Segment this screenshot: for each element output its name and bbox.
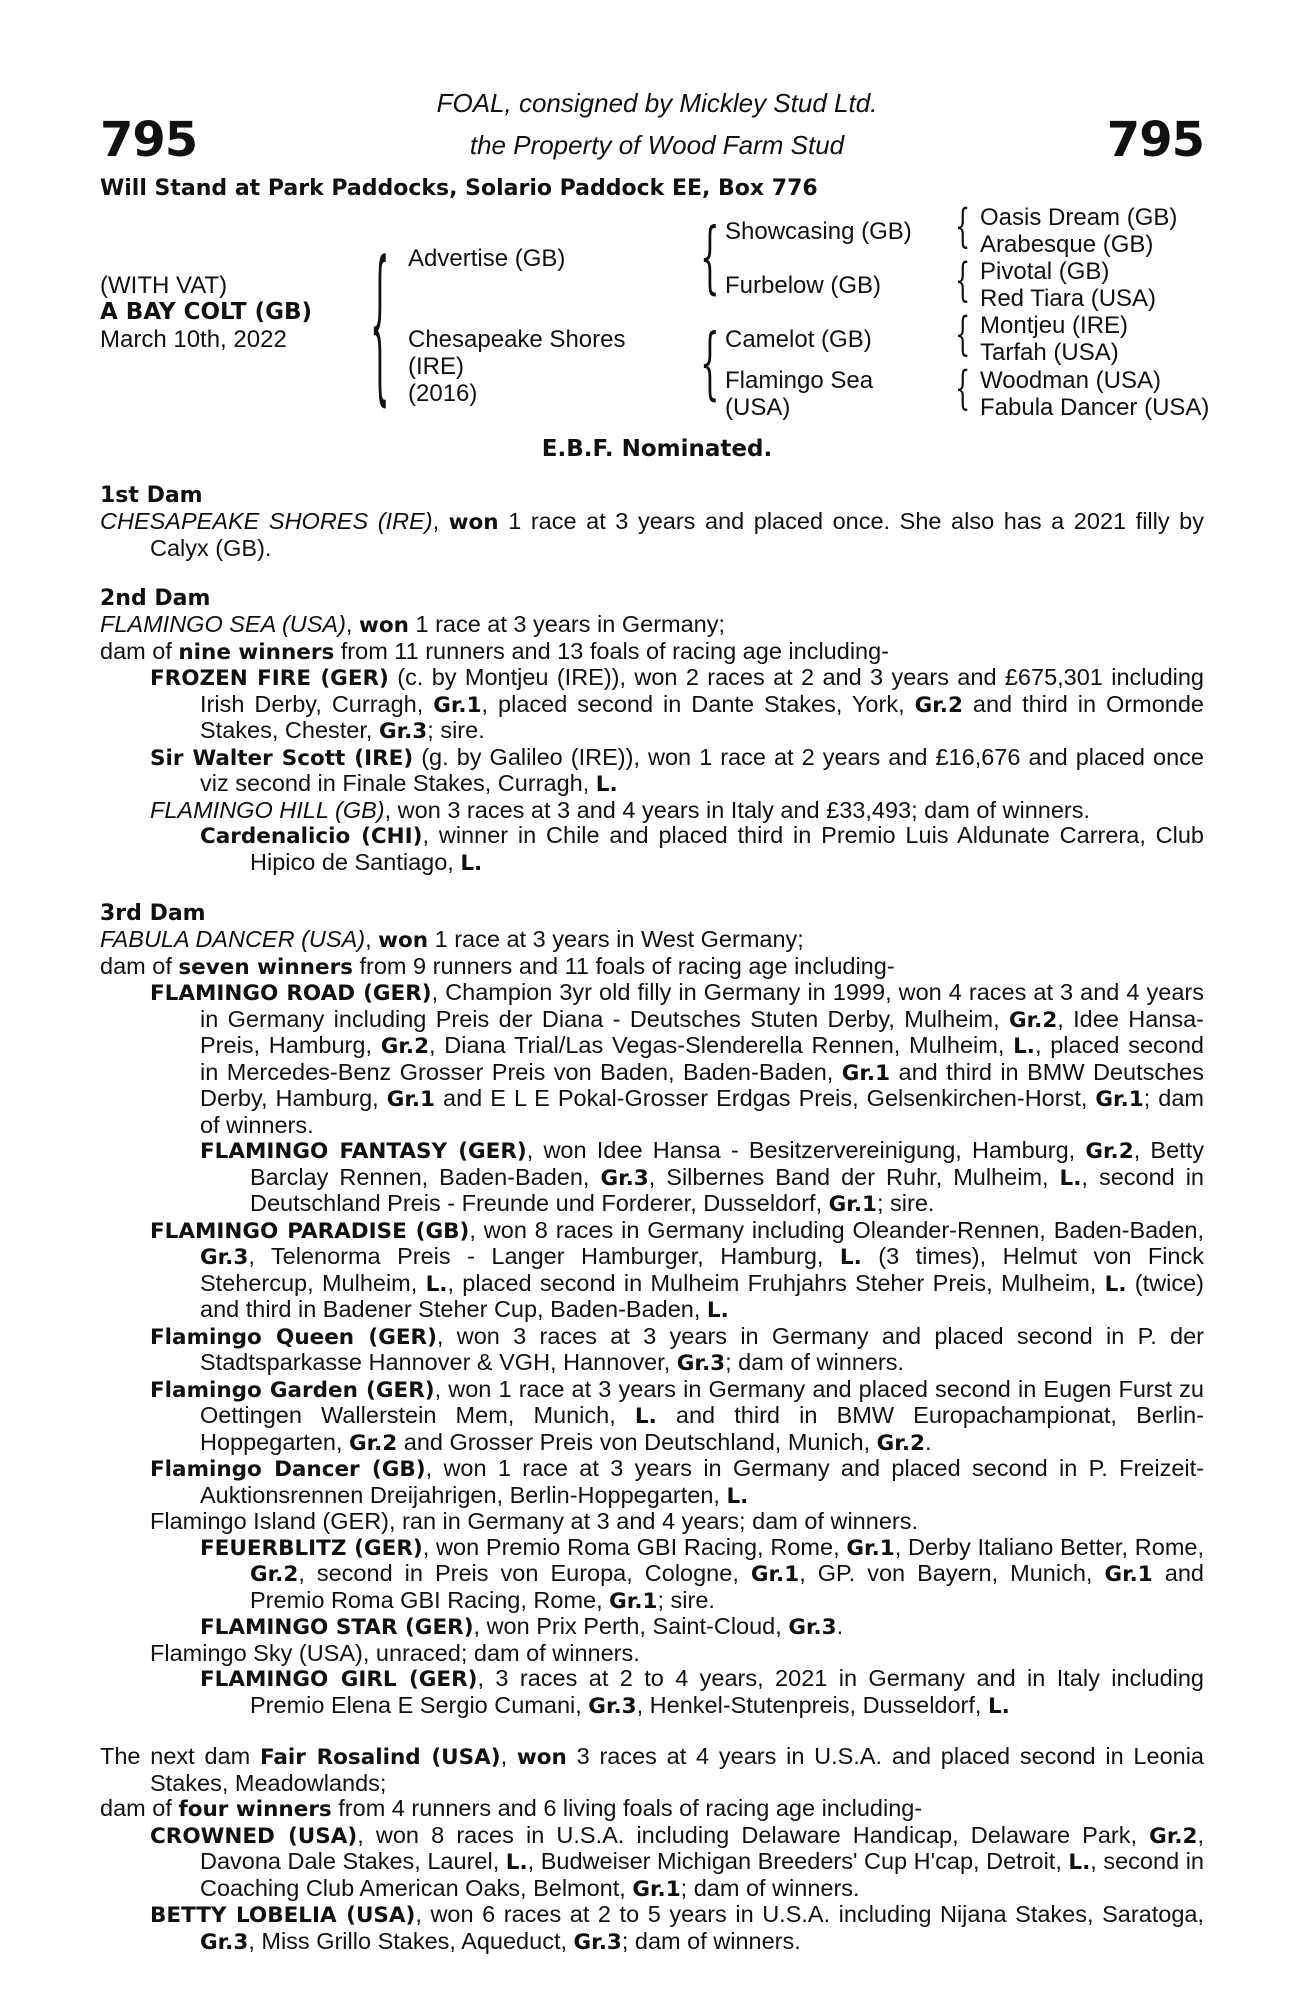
- text-run: , won 8 races in U.S.A. including Delaware Handicap, Delaware Park,: [357, 1821, 1150, 1848]
- text-run: (c. by Montjeu (IRE)), won 2 races at 2 and 3 years and £675,301 including Irish Derby, Curragh,: [200, 664, 1204, 717]
- bold-text: L.: [460, 850, 483, 876]
- pedigree-sire-sire: Showcasing (GB): [725, 218, 912, 245]
- bold-text: Gr.2: [348, 1430, 398, 1456]
- pedigree-brace-dam: {: [700, 318, 720, 409]
- bold-text: L.: [706, 1298, 729, 1323]
- bold-text: Gr.2: [1085, 1139, 1134, 1164]
- pedigree-sds: Pivotal (GB): [980, 258, 1110, 285]
- pedigree-dam-name: Chesapeake Shores: [408, 326, 626, 353]
- bold-text: L.: [726, 1483, 749, 1509]
- vat-note: (WITH VAT): [100, 272, 228, 299]
- lot-number-left: 795: [100, 112, 198, 168]
- text-run: ; dam of winners.: [680, 1874, 860, 1901]
- text-run: dam of: [100, 952, 179, 979]
- text-run: , won 3 races at 3 and 4 years in Italy and £33,493; dam of winners.: [384, 796, 1091, 823]
- bold-text: Gr.1: [828, 1192, 877, 1217]
- text-run: , Telenorma Preis - Langer Hamburger, Hamburg,: [248, 1243, 840, 1269]
- text-run: , 3 races at 2 to 4 years, 2021 in Germany and in Italy including Premio Elena E Sergio Cumani,: [250, 1665, 1204, 1718]
- text-run: from 11 runners and 13 foals of racing age including-: [334, 637, 890, 664]
- record-entry: [100, 1796, 1204, 1823]
- text-run: and Premio Roma GBI Racing, Rome,: [250, 1560, 1204, 1613]
- text-run: dam of: [100, 637, 179, 664]
- bold-text: Gr.3: [588, 1693, 637, 1719]
- text-run: ,: [365, 926, 379, 952]
- italic-text: FABULA DANCER (USA): [100, 926, 366, 952]
- record-entry: [100, 1509, 1204, 1535]
- pedigree-dds: Woodman (USA): [980, 367, 1161, 394]
- record-entry: [100, 798, 1204, 824]
- pedigree-dam-sire: Camelot (GB): [725, 326, 872, 353]
- bold-text: seven winners: [178, 954, 353, 980]
- pedigree-section: [100, 901, 1204, 1719]
- bold-text: L.: [595, 772, 618, 797]
- bold-text: BETTY LOBELIA (USA): [150, 1903, 416, 1928]
- bold-text: Gr.3: [788, 1615, 837, 1640]
- text-run: , Betty Barclay Rennen, Baden-Baden,: [250, 1137, 1204, 1190]
- pedigree-brace-ss: {: [955, 200, 971, 253]
- bold-text: Fair Rosalind (USA): [259, 1745, 501, 1770]
- text-run: ,: [345, 611, 359, 637]
- text-run: , won Idee Hansa - Besitzervereinigung, Hamburg,: [526, 1137, 1086, 1163]
- text-run: ,: [500, 1743, 517, 1769]
- foaling-date: March 10th, 2022: [100, 326, 287, 353]
- bold-text: Cardenalicio (CHI): [200, 824, 423, 849]
- text-run: ; dam of winners.: [200, 1085, 1204, 1138]
- text-run: , won 1 race at 3 years in Germany and placed second in P. Freizeit-Auktionsrennen Dreijahrigen, Berlin-Hoppegarten,: [200, 1455, 1204, 1508]
- record-entry: [100, 1535, 1204, 1615]
- record-entry: [100, 1641, 1204, 1667]
- record-entry: [100, 823, 1204, 876]
- bold-text: FLAMINGO STAR (GER): [200, 1615, 474, 1640]
- bold-text: Flamingo Dancer (GB): [150, 1457, 426, 1482]
- bold-text: CROWNED (USA): [150, 1823, 358, 1849]
- pedigree-section: [100, 1744, 1204, 1955]
- text-run: , second in Coaching Club American Oaks, Belmont,: [200, 1848, 1204, 1901]
- bold-text: Gr.1: [433, 692, 482, 718]
- pedigree-dam-dam-name: Flamingo Sea: [725, 367, 874, 394]
- pedigree-brace-gen1: {: [370, 228, 390, 423]
- section-heading: 3rd Dam: [100, 901, 206, 926]
- record-entry: [100, 1218, 1204, 1324]
- bold-text: L.: [987, 1693, 1010, 1719]
- text-run: , placed second in Mercedes-Benz Grosser Preis von Baden, Baden-Baden,: [200, 1032, 1204, 1085]
- bold-text: FLAMINGO GIRL (GER): [200, 1667, 478, 1692]
- text-run: , Davona Dale Stakes, Laurel,: [200, 1821, 1205, 1874]
- bold-text: L.: [425, 1271, 448, 1297]
- dam-produce-record: [100, 483, 1204, 1955]
- bold-text: Sir Walter Scott (IRE): [150, 745, 414, 771]
- italic-text: FLAMINGO HILL (GB): [150, 796, 385, 823]
- bold-text: Gr.3: [200, 1929, 249, 1955]
- bold-text: L.: [839, 1245, 862, 1270]
- text-run: 1 race at 3 years in Germany;: [408, 611, 726, 637]
- bold-text: L.: [1104, 1271, 1127, 1297]
- italic-text: FLAMINGO SEA (USA): [100, 611, 346, 637]
- text-run: , Derby Italiano Better, Rome,: [894, 1533, 1204, 1560]
- text-run: , Diana Trial/Las Vegas-Slenderella Rennen, Mulheim,: [429, 1032, 1014, 1058]
- text-run: , won 3 races at 3 years in Germany and placed second in P. der Stadtsparkasse Hannover & VGH, Hannover,: [200, 1322, 1205, 1375]
- text-run: ; sire.: [657, 1586, 715, 1613]
- text-run: (3 times), Helmut von Finck Stehercup, Mulheim,: [200, 1243, 1205, 1296]
- bold-text: Gr.1: [1095, 1087, 1144, 1112]
- text-run: (g. by Galileo (IRE)), won 1 race at 2 years and £16,676 and placed once viz second in Finale Stakes, Curragh,: [200, 743, 1204, 796]
- record-entry: [100, 639, 1204, 666]
- bold-text: Flamingo Queen (GER): [150, 1324, 437, 1350]
- record-entry: [100, 927, 1204, 954]
- lot-description: A BAY COLT (GB): [100, 299, 313, 325]
- bold-text: four winners: [178, 1797, 332, 1822]
- text-run: and third in Ormonde Stakes, Chester,: [200, 690, 1204, 743]
- text-run: , won Prix Perth, Saint-Cloud,: [473, 1613, 789, 1639]
- pedigree-brace-dd: {: [955, 362, 971, 415]
- text-run: , Budweiser Michigan Breeders' Cup H'cap, Detroit,: [527, 1848, 1069, 1874]
- bold-text: won: [378, 928, 429, 953]
- bold-text: Gr.1: [386, 1087, 436, 1112]
- text-run: and third in BMW Deutsches Derby, Hamburg,: [200, 1058, 1204, 1111]
- bold-text: L.: [1068, 1850, 1091, 1875]
- ebf-nomination: E.B.F. Nominated.: [541, 436, 773, 462]
- bold-text: FLAMINGO PARADISE (GB): [150, 1218, 470, 1244]
- bold-text: Gr.2: [250, 1562, 299, 1587]
- text-run: , placed second in Dante Stakes, York,: [481, 690, 915, 717]
- stand-info: Will Stand at Park Paddocks, Solario Paddock EE, Box 776: [100, 176, 818, 201]
- bold-text: L.: [1013, 1034, 1035, 1059]
- text-run: , won 6 races at 2 to 5 years in U.S.A. including Nijana Stakes, Saratoga,: [415, 1901, 1204, 1927]
- pedigree-dam-dam-country: (USA): [725, 394, 791, 421]
- record-entry: [100, 1138, 1204, 1218]
- record-entry: [100, 665, 1204, 745]
- pedigree-ddd: Fabula Dancer (USA): [980, 394, 1210, 421]
- section-gap: [100, 1719, 1204, 1744]
- record-entry: [100, 1823, 1204, 1903]
- text-run: and E L E Pokal-Grosser Erdgas Preis, Gelsenkirchen-Horst,: [435, 1085, 1096, 1111]
- pedigree-sss: Oasis Dream (GB): [980, 204, 1178, 231]
- text-run: , won 1 race at 3 years in Germany and placed second in Eugen Furst zu Oettingen Wallerstein Mem, Munich,: [200, 1375, 1204, 1428]
- text-run: , winner in Chile and placed third in Premio Luis Aldunate Carrera, Club Hipico de Santiago,: [250, 822, 1204, 875]
- pedigree-section: [100, 483, 1204, 561]
- consignor-line: FOAL, consigned by Mickley Stud Ltd.: [436, 88, 878, 118]
- pedigree-sire: Advertise (GB): [408, 245, 566, 272]
- record-entry: [100, 745, 1204, 798]
- record-entry: [100, 1377, 1204, 1457]
- property-line: the Property of Wood Farm Stud: [469, 130, 845, 160]
- section-gap: [100, 561, 1204, 586]
- pedigree-brace-ds: {: [955, 308, 971, 361]
- text-run: 1 race at 3 years and placed once. She also has a 2021 filly by Calyx (GB).: [150, 508, 1204, 561]
- pedigree-dsd: Tarfah (USA): [980, 339, 1119, 366]
- text-run: , Henkel-Stutenpreis, Dusseldorf,: [636, 1691, 988, 1718]
- bold-text: Gr.3: [573, 1929, 622, 1955]
- pedigree-sire-dam: Furbelow (GB): [725, 272, 882, 299]
- pedigree-dss: Montjeu (IRE): [980, 312, 1129, 339]
- bold-text: Gr.2: [1008, 1007, 1058, 1033]
- pedigree-dam: [408, 326, 625, 407]
- record-entry: [100, 1456, 1204, 1509]
- text-run: , placed second in Mulheim Fruhjahrs Steher Preis, Mulheim,: [447, 1269, 1105, 1296]
- bold-text: Gr.1: [841, 1060, 891, 1086]
- pedigree-section: [100, 586, 1204, 876]
- bold-text: Gr.1: [846, 1535, 895, 1561]
- pedigree-brace-sire: {: [700, 212, 720, 303]
- bold-text: Gr.1: [632, 1876, 681, 1902]
- bold-text: Gr.2: [914, 692, 963, 718]
- text-run: 1 race at 3 years in West Germany;: [428, 926, 804, 952]
- section-heading: 1st Dam: [100, 483, 203, 508]
- bold-text: Gr.3: [676, 1351, 726, 1376]
- bold-text: FEUERBLITZ (GER): [200, 1535, 423, 1561]
- bold-text: Gr.2: [380, 1034, 430, 1059]
- bold-text: Gr.3: [200, 1245, 249, 1270]
- bold-text: FLAMINGO ROAD (GER): [150, 981, 432, 1006]
- text-run: ; dam of winners.: [621, 1927, 801, 1954]
- section-heading: 2nd Dam: [100, 586, 211, 611]
- bold-text: FROZEN FIRE (GER): [150, 666, 389, 691]
- record-entry: [100, 1666, 1204, 1719]
- bold-text: Gr.2: [876, 1430, 925, 1456]
- record-entry: [100, 980, 1204, 1138]
- bold-text: L.: [634, 1404, 657, 1429]
- pedigree-dam-country: (IRE): [408, 353, 464, 380]
- lot-number-right: 795: [1106, 112, 1204, 168]
- text-run: .: [924, 1428, 932, 1455]
- pedigree-brace-sd: {: [955, 254, 971, 307]
- record-entry: [100, 509, 1204, 561]
- text-run: .: [836, 1613, 844, 1639]
- bold-text: Gr.1: [750, 1562, 800, 1587]
- text-run: The next dam: [100, 1743, 260, 1769]
- text-run: Flamingo Sky (USA), unraced; dam of winners.: [150, 1639, 640, 1666]
- pedigree-dam-dam: [725, 367, 873, 421]
- text-run: , Idee Hansa-Preis, Hamburg,: [200, 1005, 1204, 1058]
- bold-text: Gr.1: [1104, 1562, 1153, 1587]
- record-entry: [100, 1614, 1204, 1641]
- text-run: , second in Preis von Europa, Cologne,: [298, 1560, 751, 1586]
- bold-text: nine winners: [178, 639, 335, 665]
- text-run: and Grosser Preis von Deutschland, Munich,: [397, 1428, 877, 1455]
- text-run: and third in BMW Europachampionat, Berlin-Hoppegarten,: [200, 1402, 1204, 1455]
- record-entry: [100, 1744, 1204, 1796]
- text-run: , won 8 races in Germany including Oleander-Rennen, Baden-Baden,: [469, 1216, 1204, 1243]
- pedigree-dam-year: (2016): [408, 380, 478, 407]
- bold-text: won: [516, 1745, 567, 1770]
- text-run: , second in Deutschland Preis - Freunde und Forderer, Dusseldorf,: [250, 1163, 1204, 1216]
- text-run: from 4 runners and 6 living foals of racing age including-: [331, 1795, 923, 1821]
- text-run: , GP. von Bayern, Munich,: [799, 1560, 1105, 1586]
- bold-text: won: [448, 510, 499, 535]
- bold-text: FLAMINGO FANTASY (GER): [200, 1139, 527, 1164]
- bold-text: Gr.2: [1149, 1823, 1198, 1849]
- text-run: ,: [432, 508, 449, 534]
- record-entry: [100, 1902, 1204, 1955]
- text-run: ; sire.: [876, 1190, 935, 1216]
- bold-text: L.: [505, 1850, 528, 1875]
- text-run: , Miss Grillo Stakes, Aqueduct,: [248, 1927, 574, 1954]
- text-run: ; dam of winners.: [725, 1349, 905, 1375]
- consignment-info: [0, 82, 1314, 166]
- text-run: Flamingo Island (GER), ran in Germany at 3 and 4 years; dam of winners.: [150, 1508, 918, 1534]
- text-run: , won Premio Roma GBI Racing, Rome,: [422, 1533, 847, 1560]
- record-entry: [100, 612, 1204, 639]
- text-run: ; sire.: [427, 717, 485, 743]
- bold-text: Flamingo Garden (GER): [150, 1377, 435, 1403]
- section-gap: [100, 876, 1204, 901]
- text-run: dam of: [100, 1795, 179, 1821]
- text-run: from 9 runners and 11 foals of racing age including-: [352, 952, 895, 979]
- record-entry: [100, 1324, 1204, 1377]
- record-entry: [100, 954, 1204, 981]
- bold-text: Gr.3: [378, 719, 428, 744]
- bold-text: L.: [1059, 1165, 1082, 1191]
- text-run: , Champion 3yr old filly in Germany in 1999, won 4 races at 3 and 4 years in Germany including Preis der Diana - Deutsches Stuten Derby, Mulheim,: [200, 979, 1205, 1032]
- text-run: (twice) and third in Badener Steher Cup, Baden-Baden,: [200, 1269, 1204, 1322]
- bold-text: Gr.3: [600, 1165, 649, 1191]
- bold-text: Gr.1: [609, 1588, 658, 1614]
- bold-text: won: [358, 613, 409, 638]
- text-run: , Silbernes Band der Ruhr, Mulheim,: [648, 1163, 1060, 1190]
- pedigree-sdd: Red Tiara (USA): [980, 285, 1157, 312]
- pedigree-ssd: Arabesque (GB): [980, 231, 1154, 258]
- italic-text: CHESAPEAKE SHORES (IRE): [100, 508, 433, 534]
- text-run: 3 races at 4 years in U.S.A. and placed second in Leonia Stakes, Meadowlands;: [150, 1743, 1204, 1796]
